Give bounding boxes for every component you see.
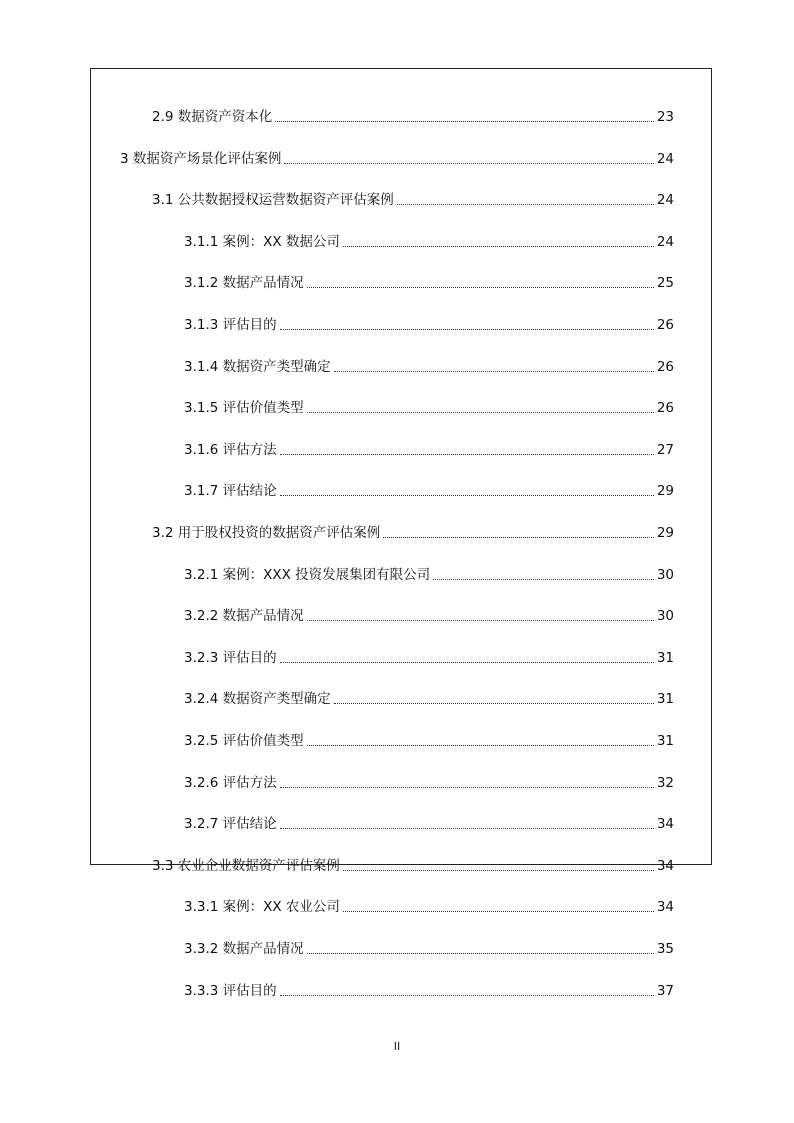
- toc-entry-label: 3.1 公共数据授权运营数据资产评估案例: [152, 192, 394, 209]
- toc-entry-page: 30: [656, 608, 674, 625]
- toc-entry[interactable]: [184, 772, 674, 794]
- toc-dot-leader: [280, 828, 654, 829]
- toc-entry[interactable]: [184, 896, 674, 918]
- toc-dot-leader: [383, 537, 654, 538]
- toc-entry[interactable]: [152, 855, 674, 877]
- toc-dot-leader: [280, 329, 654, 330]
- toc-dot-leader: [275, 121, 654, 122]
- toc-entry[interactable]: [184, 314, 674, 336]
- toc-entry-page: 34: [656, 857, 674, 874]
- toc-dot-leader: [397, 204, 654, 205]
- toc-entry-label: 3.1.2 数据产品情况: [184, 275, 304, 292]
- toc-entry-page: 31: [656, 733, 674, 749]
- toc-entry[interactable]: [184, 730, 674, 752]
- toc-entry[interactable]: [184, 439, 674, 461]
- toc-entry-page: 31: [656, 649, 674, 666]
- toc-dot-leader: [343, 911, 654, 912]
- toc-entry-page: 26: [656, 400, 674, 417]
- toc-entry-label: 3.1.3 评估目的: [184, 317, 277, 333]
- toc-entry-page: 37: [656, 982, 674, 999]
- toc-entry[interactable]: [152, 522, 674, 544]
- toc-entry[interactable]: [184, 605, 674, 627]
- toc-entry[interactable]: [184, 647, 674, 669]
- toc-entry-page: 29: [656, 525, 674, 541]
- toc-dot-leader: [334, 703, 654, 704]
- toc-entry-page: 24: [656, 233, 674, 250]
- toc-entry-label: 3.1.5 评估价值类型: [184, 400, 304, 417]
- toc-entry-page: 29: [656, 483, 674, 500]
- toc-entry[interactable]: [184, 397, 674, 419]
- toc-dot-leader: [284, 163, 653, 164]
- toc-entry-page: 26: [656, 317, 674, 333]
- toc-dot-leader: [280, 454, 654, 455]
- toc-dot-leader: [343, 246, 654, 247]
- toc-dot-leader: [307, 620, 654, 621]
- toc-entry-label: 3.2 用于股权投资的数据资产评估案例: [152, 525, 381, 541]
- toc-entry-label: 3.2.4 数据资产类型确定: [184, 691, 331, 708]
- toc-entry-label: 3.2.2 数据产品情况: [184, 608, 304, 625]
- toc-entry-page: 35: [656, 941, 674, 957]
- toc-entry-label: 3.3.2 数据产品情况: [184, 941, 304, 957]
- toc-entry[interactable]: [184, 980, 674, 1002]
- toc-dot-leader: [280, 995, 654, 996]
- toc-entry-label: 3.1.6 评估方法: [184, 441, 277, 458]
- toc-entry-label: 3.1.1 案例：XX 数据公司: [184, 233, 340, 250]
- toc-dot-leader: [334, 371, 654, 372]
- toc-dot-leader: [280, 787, 654, 788]
- toc-entry[interactable]: [184, 272, 674, 294]
- toc-entry-page: 32: [656, 774, 674, 791]
- toc-entry[interactable]: [184, 356, 674, 378]
- toc-entry-page: 23: [656, 109, 674, 125]
- toc-entry-label: 3.2.1 案例：XXX 投资发展集团有限公司: [184, 566, 431, 583]
- toc-entry[interactable]: [152, 189, 674, 211]
- toc-entry-label: 3.2.6 评估方法: [184, 774, 277, 791]
- toc-entry-page: 24: [656, 150, 674, 167]
- toc-entry-label: 3.2.7 评估结论: [184, 816, 277, 833]
- toc-entry[interactable]: [184, 480, 674, 502]
- toc-entry[interactable]: [184, 564, 674, 586]
- toc-entry-label: 3.3.3 评估目的: [184, 982, 277, 999]
- toc-dot-leader: [433, 579, 654, 580]
- toc-entry-page: 25: [656, 275, 674, 292]
- toc-entry-label: 3.3.1 案例：XX 农业公司: [184, 899, 340, 916]
- toc-entry[interactable]: [184, 813, 674, 835]
- toc-entry-label: 3.2.5 评估价值类型: [184, 733, 304, 749]
- toc-entry[interactable]: [184, 688, 674, 710]
- footer-page-number: II: [393, 1040, 401, 1053]
- toc-entry-label: 3.3 农业企业数据资产评估案例: [152, 857, 340, 874]
- toc-entry-label: 2.9 数据资产资本化: [152, 109, 273, 125]
- toc-entry-label: 3.1.4 数据资产类型确定: [184, 358, 331, 375]
- toc-dot-leader: [307, 745, 654, 746]
- toc-entry[interactable]: [152, 106, 674, 128]
- toc-entry-page: 34: [656, 899, 674, 916]
- toc-entry-label: 3.1.7 评估结论: [184, 483, 277, 500]
- toc-entry[interactable]: [184, 938, 674, 960]
- toc-dot-leader: [280, 662, 654, 663]
- toc-entry-label: 3 数据资产场景化评估案例: [120, 150, 282, 167]
- toc-dot-leader: [307, 412, 654, 413]
- toc-entry-page: 26: [656, 358, 674, 375]
- toc-dot-leader: [343, 870, 654, 871]
- toc-entry-page: 31: [656, 691, 674, 708]
- toc-entry[interactable]: [184, 231, 674, 253]
- toc-entry-page: 34: [656, 816, 674, 833]
- toc-entry[interactable]: [120, 148, 674, 170]
- toc-entry-label: 3.2.3 评估目的: [184, 649, 277, 666]
- toc-entry-page: 24: [656, 192, 674, 209]
- toc-dot-leader: [280, 495, 654, 496]
- toc-entry-page: 30: [656, 566, 674, 583]
- toc-entry-page: 27: [656, 441, 674, 458]
- toc-dot-leader: [307, 953, 654, 954]
- toc-dot-leader: [307, 287, 654, 288]
